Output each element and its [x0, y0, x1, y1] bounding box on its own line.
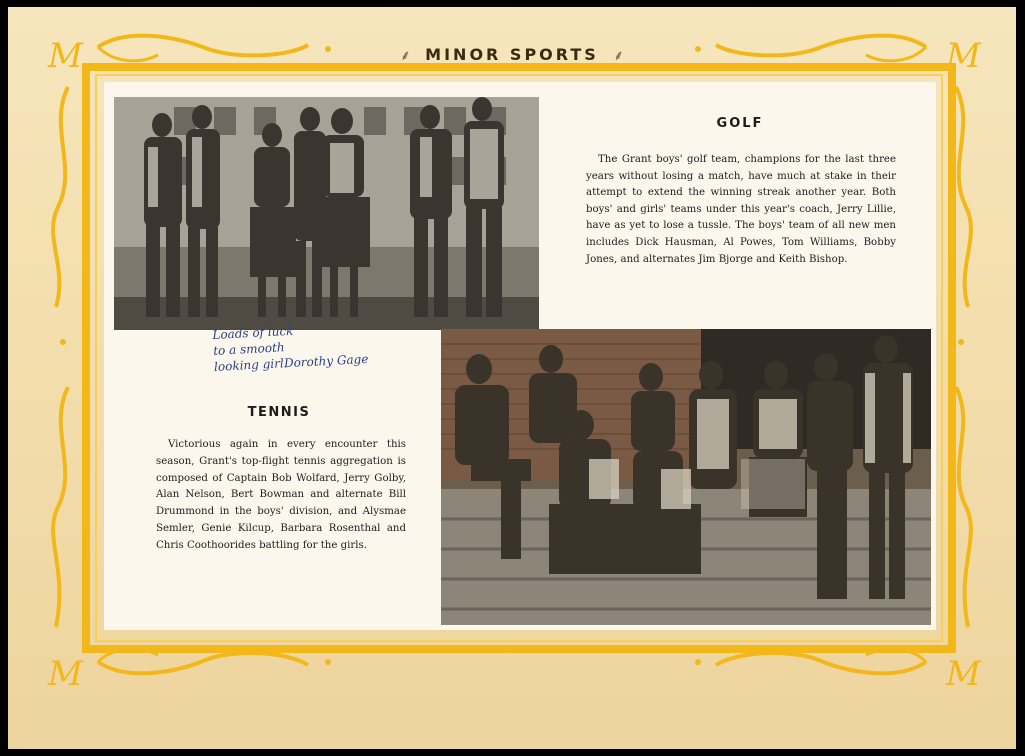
- handwritten-line-3: looking girl.: [213, 356, 288, 374]
- left-ornament: ⸙: [400, 48, 411, 64]
- yearbook-page: [8, 7, 1016, 749]
- handwritten-signature: Dorothy Gage: [283, 351, 369, 371]
- golf-team-photo: [114, 97, 539, 330]
- tennis-heading: TENNIS: [247, 405, 311, 420]
- page-header: [8, 45, 1016, 65]
- golf-heading: GOLF: [716, 116, 764, 131]
- svg-text:M: M: [946, 654, 981, 694]
- handwritten-note: [212, 318, 394, 375]
- golf-paragraph: The Grant boys' golf team, champions for the last three years without losing a match, have much at stake in their attempt to extend the winning streak another year. Both boys' and girls' teams under this year's coach, Jerry Lillie, have as yet to lose a tussle. The boys' team of all new men includes Dick Hausman, Al Powes, Tom Williams, Bobby Jones, and alternates Jim Bjorge and Keith Bishop.: [586, 154, 896, 265]
- tennis-team-photo: [441, 329, 931, 625]
- page-title: MINOR SPORTS: [425, 45, 599, 64]
- handwritten-line-1: Loads of luck: [212, 323, 294, 342]
- right-ornament: ⸙: [613, 48, 624, 64]
- svg-text:M: M: [946, 36, 981, 76]
- handwritten-line-2: to a smooth: [212, 340, 285, 358]
- svg-text:M: M: [48, 654, 83, 694]
- svg-text:M: M: [48, 36, 83, 76]
- content-panel: [104, 82, 936, 630]
- tennis-paragraph: Victorious again in every encounter this season, Grant's top-flight tennis aggregation is composed of Captain Bob Wolfard, Jerry Golby, Alan Nelson, Bert Bowman and alternate Bill Drummond in the boys' division, and Alysmae Semler, Genie Kilcup, Barbara Rosenthal and Chris Coothoorides battling for the girls.: [156, 439, 406, 551]
